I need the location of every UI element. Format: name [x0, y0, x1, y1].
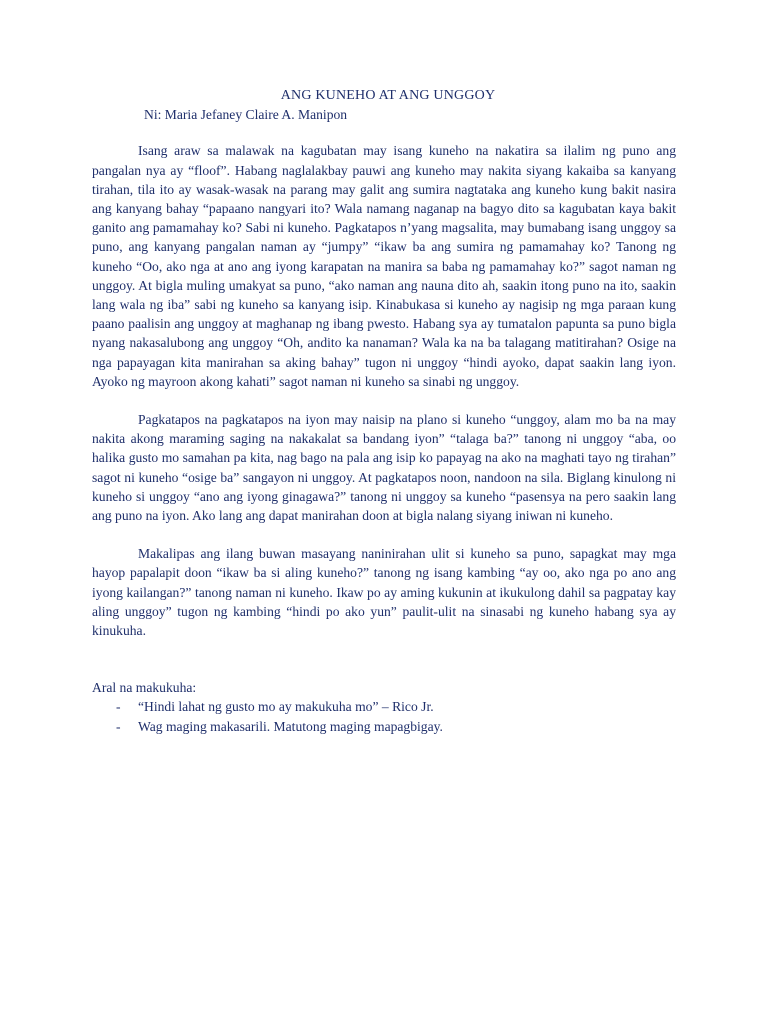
lesson-text: Wag maging makasarili. Matutong maging mapagbigay.	[138, 718, 443, 734]
lesson-text: “Hindi lahat ng gusto mo ay makukuha mo” – Rico Jr.	[138, 699, 434, 715]
story-paragraph-1: Isang araw sa malawak na kagubatan may isang kuneho na nakatira sa ilalim ng puno ang pangalan nya ay “floof”. Habang naglalakbay pauwi ang kuneho may nakita siyang kakaiba sa kanyang tirahan, tila ito ay wasak-wasak na parang may galit ang sumira nagtataka ang kuneho kung bakit nasira ang kanyang bahay “papaano nangyari ito? Wala namang naganap na bagyo dito sa kagubatan kaya bakit ganito ang pamamahay ko? Sabi ni kuneho. Pagkatapos n’yang magsalita, may bumabang isang unggoy sa puno, ang kanyang pangalan naman ay “jumpy” “ikaw ba ang sumira ng pamamahay ko? Tanong ng kuneho “Oo, ako nga at ano ang iyong karapatan na manira sa baba ng pamamahay ko?” sagot naman ng unggoy. At bigla muling umakyat sa puno, “ako naman ang nauna dito ah, saakin itong puno na ito, saakin lang wala ng iba” sabi ng kuneho sa kanyang isip. Kinabukasa si kuneho ay nagisip ng mga paraan kung paano paalisin ang unggoy at maghanap ng ibang pwesto. Habang sya ay tumatalon papunta sa puno bigla nyang nakasalubong ang unggoy “Oh, andito ka nanaman? Wala ka na ba talagang matitirahan? Osige na nga papayagan kita manirahan sa aking bahay” tugon ni unggoy “hindi ayoko, dapat saakin lang iyon. Ayoko ng mayroon akong kahati” sagot naman ni kuneho sa sinabi ng unggoy.	[92, 143, 676, 389]
author-line: Ni: Maria Jefaney Claire A. Manipon	[144, 107, 348, 123]
lesson-item	[92, 697, 676, 716]
lesson-list	[92, 697, 676, 735]
lesson-item	[92, 717, 676, 736]
lesson-heading: Aral na makukuha:	[92, 680, 197, 696]
bullet-dash: -	[116, 718, 121, 734]
story-paragraph-3: Makalipas ang ilang buwan masayang naninirahan ulit si kuneho sa puno, sapagkat may mga hayop papalapit doon “ikaw ba si aling kuneho?” tanong ng isang kambing “ay oo, ako nga po ano ang iyong kailangan?” tanong naman ni kuneho. Ikaw po ay aming kukunin at ikukulong dahil sa pagpatay kay aling unggoy” tugon ng kambing “hindi po ako yun” paulit-ulit na sinasabi ng kuneho habang sya ay kinukuha.	[92, 546, 676, 639]
story-paragraph-2: Pagkatapos na pagkatapos na iyon may naisip na plano si kuneho “unggoy, alam mo ba na may nakita akong maraming saging na nakakalat sa bandang iyon” “talaga ba?” tanong ni unggoy “aba, oo halika gusto mo samahan pa kita, nag bago na pala ang isip ko papayag na ako na maghati tayo ng tirahan” sagot ni kuneho “osige ba” sangayon ni unggoy. At pagkatapos noon, nandoon na sila. Biglang kinulong ni kuneho si unggoy “ano ang iyong ginagawa?” tanong ni unggoy sa kuneho “pasensya na pero saakin lang ang puno na iyon. Ako lang ang dapat manirahan doon at bigla nalang siyang iniwan ni kuneho.	[92, 412, 676, 524]
document-title: ANG KUNEHO AT ANG UNGGOY	[280, 88, 496, 103]
bullet-dash: -	[116, 699, 121, 715]
